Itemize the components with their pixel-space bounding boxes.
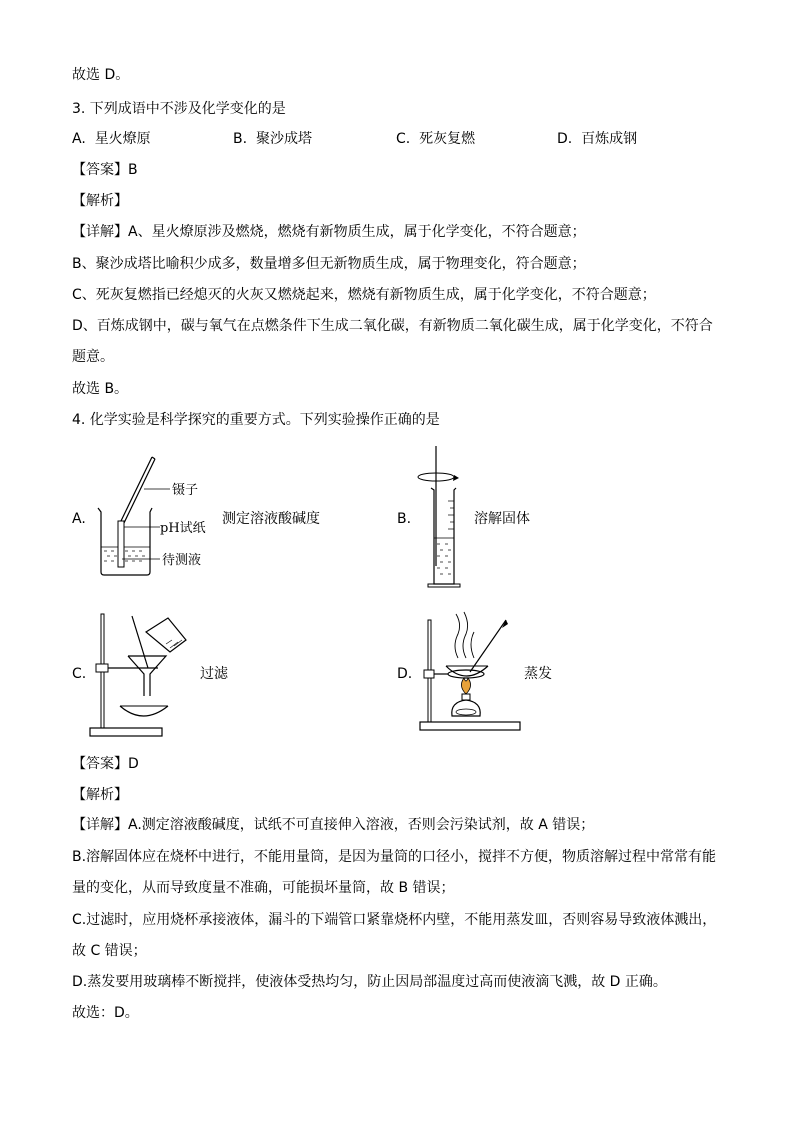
q4-option-d-text: 蒸发: [524, 666, 552, 682]
q4-detail-line-1: 【详解】A.测定溶液酸碱度，试纸不可直接伸入溶液，否则会污染试剂，故 A 错误；: [72, 817, 595, 833]
evaporation-drawing: [418, 608, 528, 736]
q4-option-c-text: 过滤: [200, 666, 228, 682]
q4-detail-line-5: 故 C 错误；: [72, 943, 147, 959]
q3-option-b-letter: B.: [233, 131, 248, 147]
q3-detail-line-3: C、死灰复燃指已经熄灭的火灰又燃烧起来，燃烧有新物质生成，属于化学变化，不符合题意；: [72, 287, 656, 303]
q4-detail-line-2: B.溶解固体应在烧杯中进行，不能用量筒，是因为量筒的口径小，搅拌不方便，物质溶解过程中常常有能: [72, 849, 717, 865]
dissolve-figure: [418, 446, 468, 591]
q3-option-d-text: 百炼成钢: [581, 131, 638, 147]
q4-option-b-letter: B.: [397, 511, 412, 527]
filtration-figure: [88, 608, 193, 740]
q3-option-c-letter: C.: [396, 131, 411, 147]
q4-conclusion: 故选：D。: [72, 1005, 139, 1021]
q3-option-a-letter: A.: [72, 131, 86, 147]
dissolve-drawing: [418, 446, 468, 591]
q3-answer: 【答案】B: [72, 162, 138, 178]
q3-option-c: [396, 130, 475, 148]
tweezers-label: 镊子: [172, 483, 199, 498]
q4-detail-line-4: C.过滤时，应用烧杯承接液体，漏斗的下端管口紧靠烧杯内壁，不能用蒸发皿，否则容易导致液体溅出，: [72, 912, 717, 928]
q4-detail-line-6: D.蒸发要用玻璃棒不断搅拌，使液体受热均匀，防止因局部温度过高而使液滴飞溅，故 D 正确。: [72, 974, 667, 990]
q3-detail-line-4: D、百炼成钢中，碳与氧气在点燃条件下生成二氧化碳，有新物质二氧化碳生成，属于化学变化，不符合: [72, 318, 713, 334]
q3-stem: 3. 下列成语中不涉及化学变化的是: [72, 101, 286, 117]
q3-analysis-label: 【解析】: [72, 193, 128, 209]
q4-stem: 4. 化学实验是科学探究的重要方式。下列实验操作正确的是: [72, 412, 440, 428]
q4-analysis-label: 【解析】: [72, 787, 128, 803]
q3-detail-line-5: 题意。: [72, 349, 114, 365]
q3-option-a-text: 星火燎原: [94, 131, 151, 147]
q4-detail-line-3: 量的变化，从而导致度量不准确，可能损坏量筒，故 B 错误；: [72, 880, 455, 896]
q4-answer: 【答案】D: [72, 756, 139, 772]
q3-option-b: [233, 130, 312, 148]
filtration-drawing: [88, 608, 193, 740]
q4-option-a-text: 测定溶液酸碱度: [222, 511, 320, 527]
q3-detail-line-2: B、聚沙成塔比喻积少成多，数量增多但无新物质生成，属于物理变化，符合题意；: [72, 256, 586, 272]
test-liquid-label: 待测液: [162, 553, 202, 568]
q3-detail-line-1: 【详解】A、星火燎原涉及燃烧，燃烧有新物质生成，属于化学变化，不符合题意；: [72, 224, 586, 240]
evaporation-figure: [418, 608, 528, 736]
q3-conclusion: 故选 B。: [72, 381, 129, 397]
prev-conclusion: 故选 D。: [72, 67, 130, 83]
q4-option-d-letter: D.: [397, 666, 413, 682]
ph-test-figure: [92, 455, 222, 580]
q4-option-c-letter: C.: [72, 666, 87, 682]
ph-paper-label: pH试纸: [160, 521, 206, 536]
q3-option-b-text: 聚沙成塔: [255, 131, 312, 147]
q3-option-d-letter: D.: [557, 131, 573, 147]
q3-option-c-text: 死灰复燃: [419, 131, 476, 147]
q3-option-d: [557, 130, 637, 148]
q3-option-a: [72, 130, 151, 148]
q4-option-a-letter: A.: [72, 511, 86, 527]
q4-option-b-text: 溶解固体: [474, 511, 530, 527]
ph-test-drawing: [92, 455, 222, 580]
